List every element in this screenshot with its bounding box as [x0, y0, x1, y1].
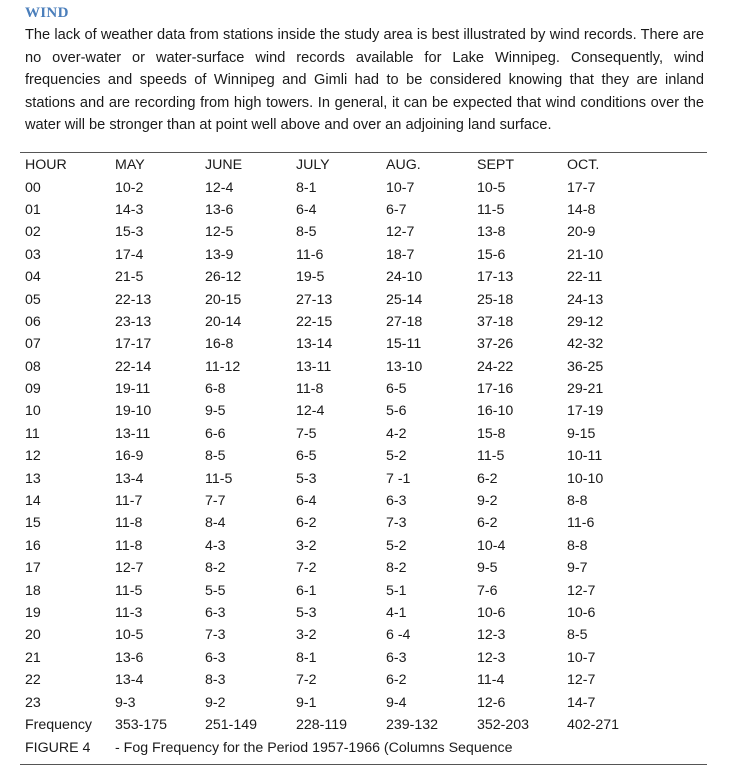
column-header: JULY [296, 157, 330, 174]
table-row [25, 221, 657, 243]
table-cell: 12-7 [386, 224, 415, 241]
table-cell: 11-8 [296, 381, 324, 398]
table-cell: 6-3 [386, 649, 407, 666]
table-cell: 9-4 [386, 694, 407, 711]
table-cell: 9-5 [477, 560, 498, 577]
table-cell: 42-32 [567, 336, 604, 353]
table-cell: 15-11 [386, 336, 422, 353]
table-cell: 13-6 [205, 201, 234, 218]
table-cell: 13-4 [115, 470, 144, 487]
table-cell: 25-14 [386, 291, 423, 308]
table-row [25, 378, 657, 400]
table-cell: 29-12 [567, 313, 604, 330]
table-cell: 12-5 [205, 224, 234, 241]
row-label-cell: 05 [25, 291, 41, 308]
table-cell: 6-8 [205, 381, 226, 398]
table-cell: 12-3 [477, 649, 506, 666]
table-cell: 17-16 [477, 381, 514, 398]
table-cell: 23-13 [115, 313, 152, 330]
table-cell: 9-5 [205, 403, 226, 420]
table-cell: 6-6 [205, 425, 226, 442]
table-row [25, 244, 657, 266]
table-row [25, 445, 657, 467]
table-cell: 7-5 [296, 425, 317, 442]
table-cell: 26-12 [205, 269, 242, 286]
table-row [25, 288, 657, 310]
table-cell: 15-6 [477, 246, 506, 263]
table-cell: 11-12 [205, 358, 241, 375]
table-cell: 11-6 [296, 246, 324, 263]
table-cell: 11-5 [477, 448, 505, 465]
table-cell: 17-19 [567, 403, 604, 420]
table-cell: 7-6 [477, 582, 498, 599]
row-label-cell: 06 [25, 313, 41, 330]
table-cell: 11-8 [115, 537, 143, 554]
table-cell: 22-11 [567, 269, 603, 286]
table-row [25, 579, 657, 601]
table-cell: 7-2 [296, 560, 317, 577]
row-label-cell: 07 [25, 336, 41, 353]
table-row [25, 400, 657, 422]
table-cell: 17-13 [477, 269, 514, 286]
row-label-cell: 12 [25, 448, 41, 465]
table-row [25, 602, 657, 624]
table-cell: 13-10 [386, 358, 423, 375]
table-header-row [25, 154, 657, 176]
row-label-cell: 20 [25, 627, 41, 644]
table-cell: 13-11 [115, 425, 151, 442]
table-cell: 6-2 [296, 515, 317, 532]
table-cell: 5-1 [386, 582, 407, 599]
row-label-cell: 01 [25, 201, 41, 218]
table-cell: 3-2 [296, 627, 317, 644]
table-cell: 13-11 [296, 358, 332, 375]
table-cell: 14-8 [567, 201, 596, 218]
table-cell: 13-4 [115, 672, 144, 689]
row-label-cell: 10 [25, 403, 41, 420]
column-header: HOUR [25, 157, 67, 174]
table-cell: 6-5 [386, 381, 407, 398]
figure-caption-text: - Fog Frequency for the Period 1957-1966 (Columns Sequence [115, 740, 513, 756]
row-label-cell: 15 [25, 515, 41, 532]
table-cell: 15-3 [115, 224, 144, 241]
table-cell: 6-3 [386, 493, 407, 510]
row-label-cell: 21 [25, 649, 41, 666]
table-row [25, 490, 657, 512]
table-cell: 6-2 [477, 515, 498, 532]
row-label-cell: 16 [25, 537, 41, 554]
table-cell: 19-10 [115, 403, 152, 420]
table-cell: 12-3 [477, 627, 506, 644]
table-cell: 6-7 [386, 201, 407, 218]
table-cell: 7-3 [386, 515, 407, 532]
table-cell: 22-15 [296, 313, 333, 330]
table-row [25, 199, 657, 221]
table-cell: 10-2 [115, 179, 144, 196]
table-cell: 7-7 [205, 493, 226, 510]
table-cell: 13-6 [115, 649, 144, 666]
table-cell: 6-1 [296, 582, 317, 599]
table-cell: 19-11 [115, 381, 151, 398]
table-cell: 10-5 [115, 627, 144, 644]
table-cell: 18-7 [386, 246, 415, 263]
table-cell: 9-2 [205, 694, 226, 711]
table-cell: 239-132 [386, 716, 439, 733]
table-cell: 12-7 [115, 560, 144, 577]
column-header: SEPT [477, 157, 515, 174]
table-cell: 37-26 [477, 336, 514, 353]
table-cell: 352-203 [477, 716, 530, 733]
table-cell: 10-5 [477, 179, 506, 196]
table-row [25, 266, 657, 288]
table-cell: 10-6 [477, 605, 506, 621]
table-row [25, 624, 657, 646]
column-header: OCT. [567, 157, 600, 174]
table-cell: 24-10 [386, 269, 423, 286]
table-cell: 9-3 [115, 694, 136, 711]
table-cell: 3-2 [296, 537, 317, 554]
table-cell: 20-14 [205, 313, 242, 330]
table-cell: 9-15 [567, 425, 596, 442]
table-cell: 5-3 [296, 470, 317, 487]
table-cell: 21-10 [567, 246, 604, 263]
row-label-cell: 17 [25, 560, 41, 577]
table-cell: 12-6 [477, 694, 506, 711]
table-cell: 10-11 [567, 448, 603, 465]
fog-frequency-table [25, 154, 657, 736]
row-label-cell: 19 [25, 605, 41, 621]
row-label-cell: 13 [25, 470, 41, 487]
table-cell: 402-271 [567, 716, 620, 733]
table-cell: 12-7 [567, 672, 596, 689]
table-row [25, 714, 657, 736]
table-cell: 6-3 [205, 649, 226, 666]
table-row [25, 356, 657, 378]
row-label-cell: 08 [25, 358, 41, 375]
table-cell: 27-18 [386, 313, 423, 330]
table-cell: 353-175 [115, 716, 168, 733]
table-cell: 9-1 [296, 694, 317, 711]
table-row [25, 647, 657, 669]
row-label-cell: Frequency [25, 716, 93, 733]
figure-label: FIGURE 4 [25, 740, 91, 756]
table-cell: 6-4 [296, 201, 317, 218]
table-cell: 11-6 [567, 515, 595, 532]
table-cell: 6-2 [477, 470, 498, 487]
table-cell: 8-1 [296, 179, 317, 196]
table-cell: 5-2 [386, 537, 407, 554]
table-cell: 13-14 [296, 336, 333, 353]
table-cell: 11-5 [477, 201, 505, 218]
table-cell: 11-4 [477, 672, 505, 689]
row-label-cell: 14 [25, 493, 41, 510]
table-row [25, 176, 657, 198]
table-cell: 15-8 [477, 425, 506, 442]
table-cell: 17-17 [115, 336, 152, 353]
table-row [25, 512, 657, 534]
table-cell: 11-7 [115, 493, 143, 510]
table-cell: 11-5 [115, 582, 143, 599]
table-cell: 19-5 [296, 269, 325, 286]
row-label-cell: 18 [25, 582, 41, 599]
table-cell: 9-2 [477, 493, 498, 510]
table-row [25, 333, 657, 355]
table-cell: 8-5 [205, 448, 226, 465]
row-label-cell: 03 [25, 246, 41, 263]
table-cell: 8-2 [386, 560, 407, 577]
table-body [25, 176, 657, 736]
table-cell: 10-10 [567, 470, 604, 487]
table-cell: 8-8 [567, 537, 588, 554]
table-cell: 12-7 [567, 582, 596, 599]
table-bottom-rule [20, 764, 707, 765]
table-cell: 6-3 [205, 605, 226, 621]
figure-caption [25, 737, 512, 759]
column-header: MAY [115, 157, 145, 174]
table-cell: 5-3 [296, 605, 317, 621]
table-cell: 5-2 [386, 448, 407, 465]
table-cell: 6-4 [296, 493, 317, 510]
table-cell: 22-14 [115, 358, 152, 375]
table-cell: 16-9 [115, 448, 144, 465]
row-label-cell: 09 [25, 381, 41, 398]
table-row [25, 423, 657, 445]
table-cell: 5-5 [205, 582, 226, 599]
table-cell: 13-8 [477, 224, 506, 241]
table-cell: 10-7 [567, 649, 596, 666]
table-cell: 21-5 [115, 269, 144, 286]
table-cell: 11-8 [115, 515, 143, 532]
table-cell: 7 -1 [386, 470, 411, 487]
table-cell: 251-149 [205, 716, 258, 733]
table-cell: 17-4 [115, 246, 144, 263]
table-top-rule [20, 152, 707, 153]
table-cell: 16-8 [205, 336, 234, 353]
row-label-cell: 11 [25, 425, 40, 442]
section-heading: WIND [25, 5, 69, 21]
table-cell: 8-5 [567, 627, 588, 644]
table-cell: 10-6 [567, 605, 596, 621]
table-cell: 7-2 [296, 672, 317, 689]
table-cell: 7-3 [205, 627, 226, 644]
table-cell: 8-8 [567, 493, 588, 510]
table-cell: 29-21 [567, 381, 604, 398]
table-cell: 11-5 [205, 470, 233, 487]
table-row [25, 535, 657, 557]
table-cell: 37-18 [477, 313, 514, 330]
section-paragraph: The lack of weather data from stations inside the study area is best illustrated by wind records. There are no over-water or water-surface wind records available for Lake Winnipeg. Consequently, wind frequencies and speeds of Winnipeg and Gimli had to be considered knowing that they are inland stations and are recording from high towers. In general, it can be expected that wind conditions over the water will be stronger than at point well above and over an adjoining land surface. [25, 27, 704, 134]
table-cell: 9-7 [567, 560, 588, 577]
table-cell: 20-15 [205, 291, 242, 308]
table-cell: 8-2 [205, 560, 226, 577]
table-row [25, 691, 657, 713]
table-cell: 16-10 [477, 403, 514, 420]
table-cell: 8-1 [296, 649, 317, 666]
row-label-cell: 04 [25, 269, 41, 286]
column-header: JUNE [205, 157, 243, 174]
table-cell: 8-4 [205, 515, 226, 532]
table-cell: 6-5 [296, 448, 317, 465]
table-cell: 24-13 [567, 291, 604, 308]
table-cell: 228-119 [296, 716, 348, 733]
row-label-cell: 00 [25, 179, 41, 196]
table-cell: 11-3 [115, 605, 143, 621]
table-cell: 4-2 [386, 425, 407, 442]
table-cell: 4-1 [386, 605, 407, 621]
row-label-cell: 22 [25, 672, 41, 689]
table-cell: 25-18 [477, 291, 514, 308]
table-cell: 27-13 [296, 291, 333, 308]
table-cell: 13-9 [205, 246, 234, 263]
table-cell: 12-4 [205, 179, 234, 196]
table-row [25, 669, 657, 691]
table-cell: 10-7 [386, 179, 415, 196]
table-cell: 6-2 [386, 672, 407, 689]
row-label-cell: 02 [25, 224, 41, 241]
table-cell: 14-7 [567, 694, 596, 711]
table-cell: 22-13 [115, 291, 152, 308]
table-cell: 5-6 [386, 403, 407, 420]
table-row [25, 467, 657, 489]
table-cell: 20-9 [567, 224, 596, 241]
table-cell: 8-5 [296, 224, 317, 241]
table-row [25, 311, 657, 333]
table-cell: 4-3 [205, 537, 226, 554]
table-cell: 14-3 [115, 201, 144, 218]
table-cell: 17-7 [567, 179, 596, 196]
column-header: AUG. [386, 157, 421, 174]
table-cell: 12-4 [296, 403, 325, 420]
table-cell: 10-4 [477, 537, 506, 554]
table-cell: 6 -4 [386, 627, 411, 644]
table-cell: 8-3 [205, 672, 226, 689]
table-cell: 24-22 [477, 358, 514, 375]
row-label-cell: 23 [25, 694, 41, 711]
table-cell: 36-25 [567, 358, 604, 375]
table-row [25, 557, 657, 579]
